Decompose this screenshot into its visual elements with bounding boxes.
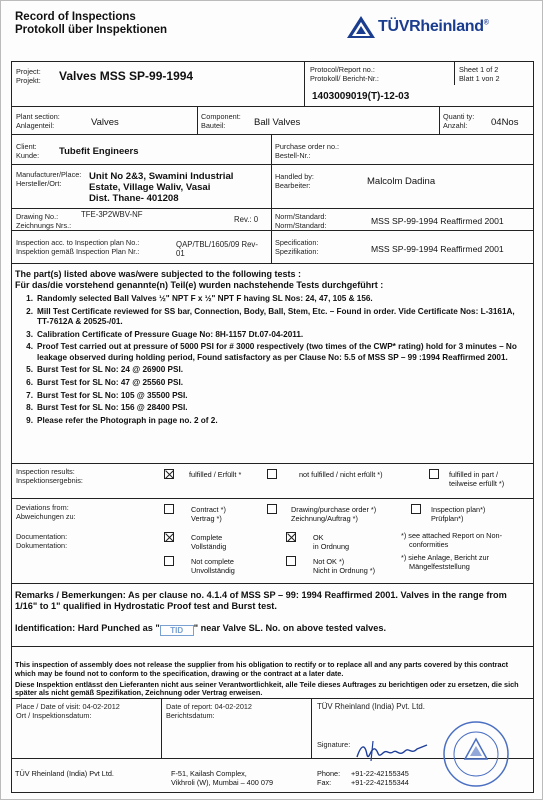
test-item: 7. Burst Test for SL No: 105 @ 35500 PSI. (26, 390, 188, 400)
footer-company: TÜV Rheinland (India) Pvt Ltd. (15, 769, 114, 778)
norm-value: MSS SP-99-1994 Reaffirmed 2001 (371, 216, 504, 226)
drawing-value: TFE-3P2WBV-NF (81, 210, 143, 219)
tests-heading: The part(s) listed above was/were subjected to the following tests : Für das/die vorstehend genannte(n) Teil(e) wurden nachstehende Tests durchgeführt : (15, 269, 384, 290)
client-label: Client: Kunde: (16, 142, 40, 160)
component-label: Component: Bauteil: (201, 112, 241, 130)
purchase-order-label: Purchase order no.: Bestell-Nr.: (275, 142, 340, 160)
tid-stamp: TID (160, 625, 194, 636)
not-ok-option: Not OK *) Nicht in Ordnung *) (313, 557, 376, 575)
fulfilled-in-part-option: fulfilled in part / teilweise erfüllt *) (449, 470, 505, 488)
test-item: 2. Mill Test Certificate reviewed for SS bar, Connection, Body, Ball, Stem, Etc. – Found in order. Vide Certificate Nos: L-3161A, TT-7612A & 20525-/01. (26, 306, 515, 326)
signoff-company: TÜV Rheinland (India) Pvt. Ltd. (317, 702, 425, 711)
manufacturer-address: Unit No 2&3, Swamini Industrial Estate, Village Waliv, Vasai Dist. Thane- 401208 (89, 171, 234, 204)
plant-value: Valves (91, 117, 119, 128)
drawing-order-option: Drawing/purchase order *) Zeichnung/Auftrag *) (291, 505, 377, 523)
component-value: Ball Valves (254, 117, 301, 128)
disclaimer-text: This inspection of assembly does not release the supplier from his obligation to rectify or to replace all and any parts covered by this contract which may be found not to conform to the specification, drawing or the contract at a later date. Diese Inspektion entlässt den Lieferanten nicht aus seiner Verantwortlichkeit, alle Teile dieses Auftrages zu berichtigen oder zu ersetzen, die sich später als nicht gemäß Spezifikation, Zeichnung oder Vertrag erweisen. (15, 660, 519, 698)
defect-report-note: *) siehe Anlage, Bericht zur Mängelfeststellung (401, 553, 490, 571)
visit-date: Place / Date of visit: 04-02-2012 Ort / Inspektionsdatum: (16, 702, 120, 720)
manufacturer-label: Manufacturer/Place: Hersteller/Ort: (16, 170, 82, 188)
test-item: 8. Burst Test for SL No: 156 @ 28400 PSI. (26, 403, 188, 413)
ok-option: OK in Ordnung (313, 533, 350, 551)
not-complete-option: Not complete Unvollständig (191, 557, 235, 575)
documentation-label: Documentation: Dokumentation: (16, 532, 68, 550)
document-title: Record of Inspections Protokoll über Inspektionen (15, 11, 168, 36)
footer-phone-label: Phone: Fax: (317, 769, 341, 787)
handled-by-label: Handled by: Bearbeiter: (275, 172, 314, 190)
tuv-triangle-icon (346, 15, 376, 39)
project-value: Valves MSS SP-99-1994 (59, 69, 194, 83)
revision-value: Rev.: 0 (234, 215, 259, 224)
nonconformity-note: *) see attached Report on Non- conformities (401, 531, 502, 549)
contract-option: Contract *) Vertrag *) (191, 505, 226, 523)
test-item: 4. Proof Test carried out at pressure of 5000 PSI for # 3000 respectively (two times of the CWP* rating) hold for 3 minutes – No leakage observed during holding period, Found satisfactory as per Clause No: 5.5 of MSS SP – 99 :1994 Reaffirmed 2001. (26, 342, 517, 362)
report-date: Date of report: 04-02-2012 Berichtsdatum: (166, 702, 252, 720)
report-number: 1403009019(T)-12-03 (312, 91, 410, 102)
inspection-plan-label: Inspection acc. to Inspection plan No.: Inspektion gemäß Inspection Plan Nr.: (16, 238, 140, 256)
test-item: 6. Burst Test for SL No: 47 @ 25560 PSI. (26, 377, 184, 387)
project-label: Project: Projekt: (16, 67, 41, 85)
remarks-text: Remarks / Bemerkungen: As per clause no. 4.1.4 of MSS SP – 99: 1994 Reaffirmed 2001. Valves in the range from 1/16" to 1" qualified in Hydrostatic Proof test and Burst test. (15, 590, 507, 611)
quantity-value: 04Nos (491, 117, 519, 128)
tests-list (21, 294, 526, 429)
fulfilled-in-part-checkbox[interactable] (429, 469, 439, 479)
signature-label: Signature: (317, 740, 351, 749)
test-item: 5. Burst Test for SL No: 24 @ 26900 PSI. (26, 365, 184, 375)
fulfilled-option: fulfilled / Erfüllt * (189, 470, 242, 479)
project-row (11, 61, 534, 107)
report-no-label: Protocol/Report no.: Protokoll/ Bericht-Nr.: (310, 65, 379, 83)
test-item: 1. Randomly selected Ball Valves ½" NPT F x ½" NPT F having SL Nos: 24, 47, 105 & 156. (26, 294, 373, 303)
plant-label: Plant section: Anlagenteil: (16, 112, 60, 130)
test-item: 3. Calibration Certificate of Pressure Guage No: 8H-1157 Dt.07-04-2011. (26, 329, 304, 339)
results-label: Inspection results: Inspektionsergebnis: (16, 467, 83, 485)
specification-label: Specification: Spezifikation: (275, 238, 319, 256)
handled-by-value: Malcolm Dadina (367, 176, 436, 187)
footer-address: F-51, Kailash Complex, Vikhroli (W), Mumbai – 400 079 (171, 769, 274, 787)
client-value: Tubefit Engineers (59, 146, 139, 157)
signature-mark (353, 735, 433, 765)
quantity-label: Quanti ty: Anzahl: (443, 112, 475, 130)
sheet-number: Sheet 1 of 2 Blatt 1 von 2 (459, 65, 500, 83)
inspection-plan-option: Inspection plan*) Prüfplan*) (431, 505, 486, 523)
test-item: 9. Please refer the Photograph in page no. 2 of 2. (26, 416, 218, 426)
tuv-logo (346, 13, 531, 41)
deviations-label: Deviations from: Abweichungen zu: (16, 503, 76, 521)
deviations-documentation-section (11, 499, 534, 584)
registered-mark: ® (483, 19, 489, 27)
not-fulfilled-option: not fulfilled / nicht erfüllt *) (299, 470, 383, 479)
not-fulfilled-checkbox[interactable] (267, 469, 277, 479)
brand-name: TÜVRheinland (378, 18, 484, 35)
inspection-plan-value: QAP/TBL/1605/09 Rev- 01 (176, 240, 258, 258)
tuv-seal-icon (441, 719, 511, 789)
footer-phone-numbers: +91-22-42155345 +91-22-42155344 (351, 769, 409, 787)
specification-value: MSS SP-99-1994 Reaffirmed 2001 (371, 244, 504, 254)
complete-option: Complete Vollständig (191, 533, 227, 551)
fulfilled-checkbox[interactable] (164, 469, 174, 479)
norm-label: Norm/Standard: Norm/Standard: (275, 212, 327, 230)
drawing-label: Drawing No.: Zeichnungs Nrs.: (16, 212, 72, 230)
identification-text: Identification: Hard Punched as " TID " near Valve SL. No. on above tested valves. (15, 623, 387, 635)
